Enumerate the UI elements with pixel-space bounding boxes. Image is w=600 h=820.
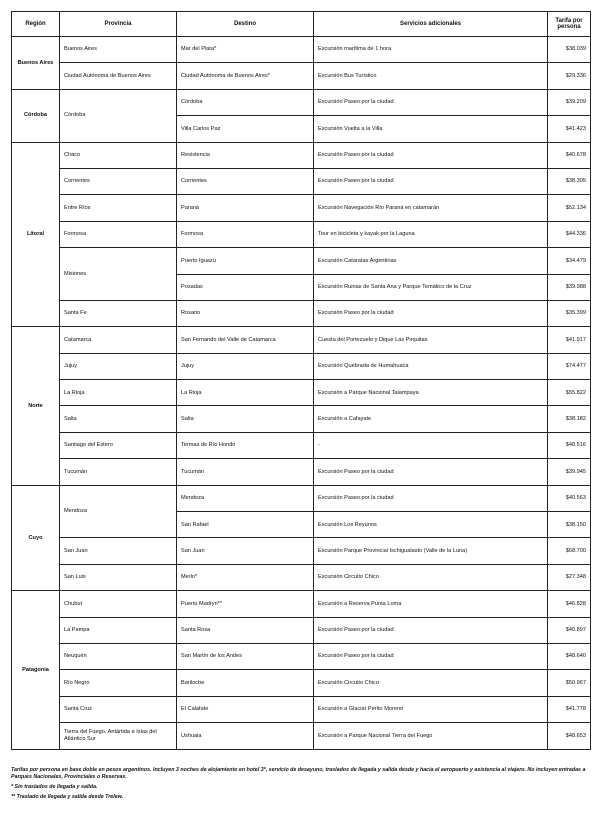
tarifa-cell: $41.778 [548, 696, 591, 722]
provincia-cell: Tucumán [60, 459, 177, 485]
tarifa-cell: $41.917 [548, 327, 591, 353]
region-cell: Patagonia [12, 591, 60, 749]
destino-cell: San Rafael [177, 512, 314, 538]
provincia-cell: Chaco [60, 142, 177, 168]
footnote-main: Tarifas por persona en base doble en pesos argentinos. Incluyen 3 noches de alojamiento en hotel 3*, servicio de desayuno, traslados de llegada y salida desde y hacia el aeropuerto y asistencia al viajero. No incluyen entradas a Parques Nacionales, Provinciales o Reservas. [11, 767, 586, 780]
servicio-cell: Excursión Paseo por la ciudad [314, 168, 548, 194]
servicio-cell: Excursión a Parque Nacional Tierra del Fuego [314, 723, 548, 749]
region-cell: Norte [12, 327, 60, 485]
servicio-cell: Excursión a Reserva Punta Loma [314, 591, 548, 617]
servicio-cell: Excursión marítima de 1 hora [314, 37, 548, 63]
servicio-cell: Cuesta del Portezuelo y Dique Las Pirquitas [314, 327, 548, 353]
servicio-cell: Excursión a Glaciar Perito Moreno [314, 696, 548, 722]
tarifa-cell: $74.477 [548, 353, 591, 379]
destino-cell: Mendoza [177, 485, 314, 511]
destino-cell: Mar del Plata* [177, 37, 314, 63]
table-row [12, 485, 591, 511]
servicio-cell: Excursión Paseo por la ciudad [314, 142, 548, 168]
tarifa-cell: $39.945 [548, 459, 591, 485]
tarifa-cell: $44.336 [548, 221, 591, 247]
tarifa-cell: $40.678 [548, 142, 591, 168]
servicio-cell: Excursión Paseo por la ciudad [314, 300, 548, 326]
tarifa-cell: $39.988 [548, 274, 591, 300]
destino-cell: Posadas [177, 274, 314, 300]
tarifa-cell: $39.209 [548, 89, 591, 115]
provincia-cell: Misiones [60, 248, 177, 301]
header-region: Región [12, 12, 60, 37]
table-row [12, 221, 591, 247]
tarifa-cell: $38.305 [548, 168, 591, 194]
destino-cell: Termas de Río Hondo [177, 432, 314, 458]
table-row [12, 643, 591, 669]
tarifa-cell: $50.967 [548, 670, 591, 696]
header-provincia: Provincia [60, 12, 177, 37]
destino-cell: Formosa [177, 221, 314, 247]
servicio-cell: Excursión Paseo por la ciudad [314, 643, 548, 669]
table-row [12, 564, 591, 590]
provincia-cell: La Rioja [60, 380, 177, 406]
table-row [12, 696, 591, 722]
footnote-double-asterisk: ** Traslado de llegada y salida desde Trelew. [11, 794, 124, 800]
table-header-row [12, 12, 591, 37]
destino-cell: Bariloche [177, 670, 314, 696]
destino-cell: San Martín de los Andes [177, 643, 314, 669]
provincia-cell: Jujuy [60, 353, 177, 379]
destino-cell: Tucumán [177, 459, 314, 485]
tarifa-cell: $35.399 [548, 300, 591, 326]
provincia-cell: Córdoba [60, 89, 177, 142]
tarifa-cell: $29.336 [548, 63, 591, 89]
destino-cell: San Fernando del Valle de Catamarca [177, 327, 314, 353]
region-cell: Cuyo [12, 485, 60, 591]
destino-cell: Villa Carlos Paz [177, 116, 314, 142]
servicio-cell: Excursión Vuelta a la Villa [314, 116, 548, 142]
servicio-cell: Excursión Cataratas Argentinas [314, 248, 548, 274]
servicio-cell: Excursión Circuito Chico [314, 670, 548, 696]
table-row [12, 670, 591, 696]
table-row [12, 432, 591, 458]
provincia-cell: Formosa [60, 221, 177, 247]
tarifa-cell: $48.516 [548, 432, 591, 458]
servicio-cell: Excursión Parque Provincial Ischigualasto (Valle de la Luna) [314, 538, 548, 564]
table-row [12, 300, 591, 326]
provincia-cell: Corrientes [60, 168, 177, 194]
servicio-cell: Excursión Ruinas de Santa Ana y Parque Temático de la Cruz [314, 274, 548, 300]
table-row [12, 37, 591, 63]
destino-cell: La Rioja [177, 380, 314, 406]
provincia-cell: Neuquén [60, 643, 177, 669]
servicio-cell: Excursión a Cafayate [314, 406, 548, 432]
table-row [12, 248, 591, 274]
region-cell: Córdoba [12, 89, 60, 142]
table-row [12, 459, 591, 485]
table-row [12, 63, 591, 89]
destino-cell: Resistencia [177, 142, 314, 168]
provincia-cell: Río Negro [60, 670, 177, 696]
tarifa-cell: $38.039 [548, 37, 591, 63]
table-row [12, 195, 591, 221]
servicio-cell: Excursión Navegación Río Paraná en catamarán [314, 195, 548, 221]
servicio-cell: Excursión Paseo por la ciudad [314, 485, 548, 511]
tarifa-cell: $38.182 [548, 406, 591, 432]
servicio-cell: Excursión Quebrada de Humahuaca [314, 353, 548, 379]
destino-cell: Rosario [177, 300, 314, 326]
servicio-cell: - [314, 432, 548, 458]
provincia-cell: Salta [60, 406, 177, 432]
provincia-cell: Buenos Aires [60, 37, 177, 63]
table-row [12, 168, 591, 194]
provincia-cell: Santa Cruz [60, 696, 177, 722]
destino-cell: Salta [177, 406, 314, 432]
table-row [12, 406, 591, 432]
table-row [12, 380, 591, 406]
provincia-cell: San Luis [60, 564, 177, 590]
table-row [12, 327, 591, 353]
provincia-cell: La Pampa [60, 617, 177, 643]
header-destino: Destino [177, 12, 314, 37]
table-row [12, 723, 591, 749]
provincia-cell: San Juan [60, 538, 177, 564]
header-servicios: Servicios adicionales [314, 12, 548, 37]
tarifa-cell: $46.828 [548, 591, 591, 617]
provincia-cell: Santa Fe [60, 300, 177, 326]
header-tarifa: Tarifa por persona [548, 12, 591, 37]
tarifa-cell: $27.348 [548, 564, 591, 590]
region-cell: Litoral [12, 142, 60, 327]
provincia-cell: Chubut [60, 591, 177, 617]
servicio-cell: Excursión Paseo por la ciudad [314, 89, 548, 115]
table-row [12, 353, 591, 379]
servicio-cell: Excursión Paseo por la ciudad [314, 459, 548, 485]
provincia-cell: Ciudad Autónoma de Buenos Aires [60, 63, 177, 89]
destino-cell: Merlo* [177, 564, 314, 590]
tarifa-cell: $48.640 [548, 643, 591, 669]
servicio-cell: Excursión Paseo por la ciudad [314, 617, 548, 643]
servicio-cell: Excursión Circuito Chico [314, 564, 548, 590]
destino-cell: Paraná [177, 195, 314, 221]
table-row [12, 142, 591, 168]
servicio-cell: Excursión Bus Turístico [314, 63, 548, 89]
destino-cell: Puerto Iguazú [177, 248, 314, 274]
servicio-cell: Tour en bicicleta y kayak por la Laguna [314, 221, 548, 247]
destino-cell: Córdoba [177, 89, 314, 115]
provincia-cell: Santiago del Estero [60, 432, 177, 458]
tarifa-cell: $40.897 [548, 617, 591, 643]
tarifa-cell: $55.822 [548, 380, 591, 406]
destino-cell: Santa Rosa [177, 617, 314, 643]
tarifa-cell: $34.479 [548, 248, 591, 274]
destino-cell: El Calafate [177, 696, 314, 722]
servicio-cell: Excursión a Parque Nacional Talampaya [314, 380, 548, 406]
tarifa-cell: $48.653 [548, 723, 591, 749]
destino-cell: Puerto Madryn** [177, 591, 314, 617]
destino-cell: Ciudad Autónoma de Buenos Aires* [177, 63, 314, 89]
destino-cell: Ushuaia [177, 723, 314, 749]
table-row [12, 591, 591, 617]
rates-table [11, 11, 591, 750]
destino-cell: Jujuy [177, 353, 314, 379]
table-row [12, 89, 591, 115]
table-row [12, 617, 591, 643]
footnotes [11, 767, 590, 804]
provincia-cell: Tierra del Fuego, Antártida e Islas del Atlántico Sur [60, 723, 177, 749]
tarifa-cell: $40.563 [548, 485, 591, 511]
tarifa-cell: $52.134 [548, 195, 591, 221]
rates-body [12, 37, 591, 750]
provincia-cell: Catamarca [60, 327, 177, 353]
table-row [12, 538, 591, 564]
tarifa-cell: $41.423 [548, 116, 591, 142]
destino-cell: Corrientes [177, 168, 314, 194]
provincia-cell: Entre Ríos [60, 195, 177, 221]
region-cell: Buenos Aires [12, 37, 60, 90]
footnote-single-asterisk: * Sin traslados de llegada y salida. [11, 784, 98, 790]
destino-cell: San Juan [177, 538, 314, 564]
tarifa-cell: $38.150 [548, 512, 591, 538]
tarifa-cell: $68.700 [548, 538, 591, 564]
provincia-cell: Mendoza [60, 485, 177, 538]
servicio-cell: Excursión Los Reyunos [314, 512, 548, 538]
